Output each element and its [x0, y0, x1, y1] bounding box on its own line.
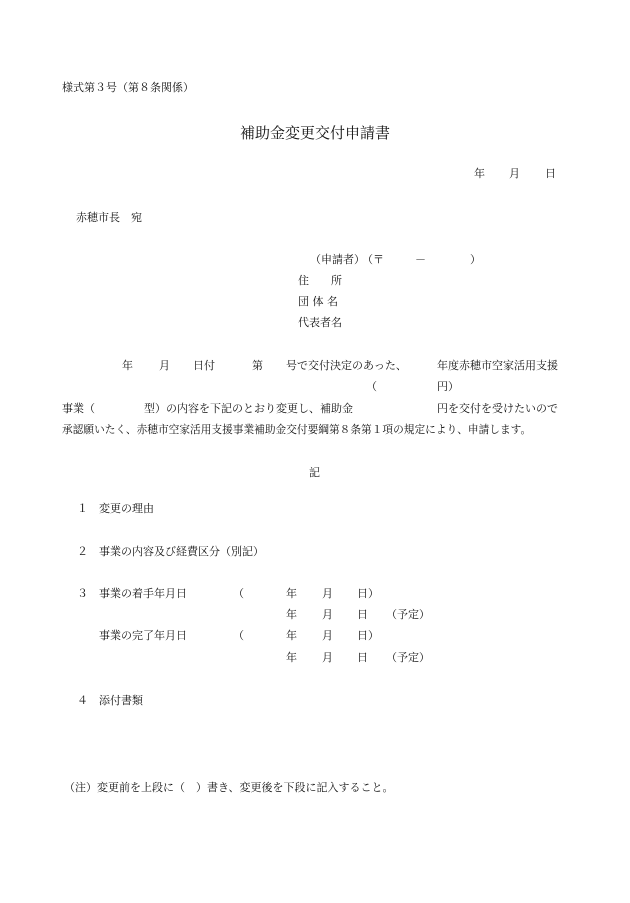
body-amount-open: （	[366, 380, 377, 393]
end-year: 年	[286, 629, 297, 642]
start-day-new: 日	[357, 608, 368, 621]
footnote: （注）変更前を上段に（ ）書き、変更後を下段に記入すること。	[64, 781, 394, 794]
start-month-new: 月	[322, 608, 333, 621]
body-project-end: 円を交付を受けたいので	[437, 402, 558, 415]
body-number-prefix: 第	[252, 359, 263, 372]
address-label: 住 所	[298, 274, 342, 287]
date-month-label: 月	[509, 167, 520, 180]
item-4-label: 添付書類	[99, 694, 143, 707]
body-decision-text: 号で交付決定のあった、	[286, 359, 407, 372]
item-2-label: 事業の内容及び経費区分（別記）	[99, 545, 264, 558]
postal-dash: －	[415, 253, 426, 266]
end-year-new: 年	[286, 651, 297, 664]
end-date-label: 事業の完了年月日	[99, 629, 187, 642]
item-3-number: ３	[77, 587, 88, 600]
document-title: 補助金変更交付申請書	[240, 124, 391, 142]
postal-open: （〒	[362, 253, 384, 266]
body-project-open: 事業（	[62, 402, 95, 415]
start-year: 年	[286, 587, 297, 600]
start-year-new: 年	[286, 608, 297, 621]
date-day-label: 日	[545, 167, 556, 180]
body-amount-yen: 円）	[437, 380, 459, 393]
end-paren-open: （	[233, 629, 244, 642]
start-month: 月	[322, 587, 333, 600]
body-month: 月	[159, 359, 170, 372]
ki-heading: 記	[309, 466, 320, 479]
item-1-number: １	[77, 502, 88, 515]
group-name-label: 団 体 名	[298, 295, 338, 308]
start-paren-open: （	[233, 587, 244, 600]
item-2-number: ２	[77, 545, 88, 558]
end-month: 月	[322, 629, 333, 642]
body-approval-text: 承認願いたく、赤穂市空家活用支援事業補助金交付要綱第８条第１項の規定により、申請します。	[62, 423, 532, 436]
start-scheduled: （予定）	[386, 608, 430, 621]
item-1-label: 変更の理由	[99, 502, 154, 515]
end-month-new: 月	[322, 651, 333, 664]
start-day-close: 日）	[357, 587, 379, 600]
body-project-type: 型）の内容を下記のとおり変更し、補助金	[144, 402, 353, 415]
postal-close: ）	[470, 253, 481, 266]
item-4-number: ４	[77, 694, 88, 707]
applicant-label: （申請者）	[310, 253, 365, 266]
date-year-label: 年	[474, 167, 485, 180]
body-day: 日付	[193, 359, 215, 372]
body-year: 年	[122, 359, 133, 372]
representative-label: 代表者名	[298, 316, 342, 329]
start-date-label: 事業の着手年月日	[99, 587, 187, 600]
form-number: 様式第３号（第８条関係）	[62, 81, 194, 94]
body-fiscal-year-text: 年度赤穂市空家活用支援	[437, 359, 558, 372]
end-day-new: 日	[357, 651, 368, 664]
addressee: 赤穂市長 宛	[76, 211, 142, 224]
end-scheduled: （予定）	[386, 651, 430, 664]
end-day-close: 日）	[357, 629, 379, 642]
